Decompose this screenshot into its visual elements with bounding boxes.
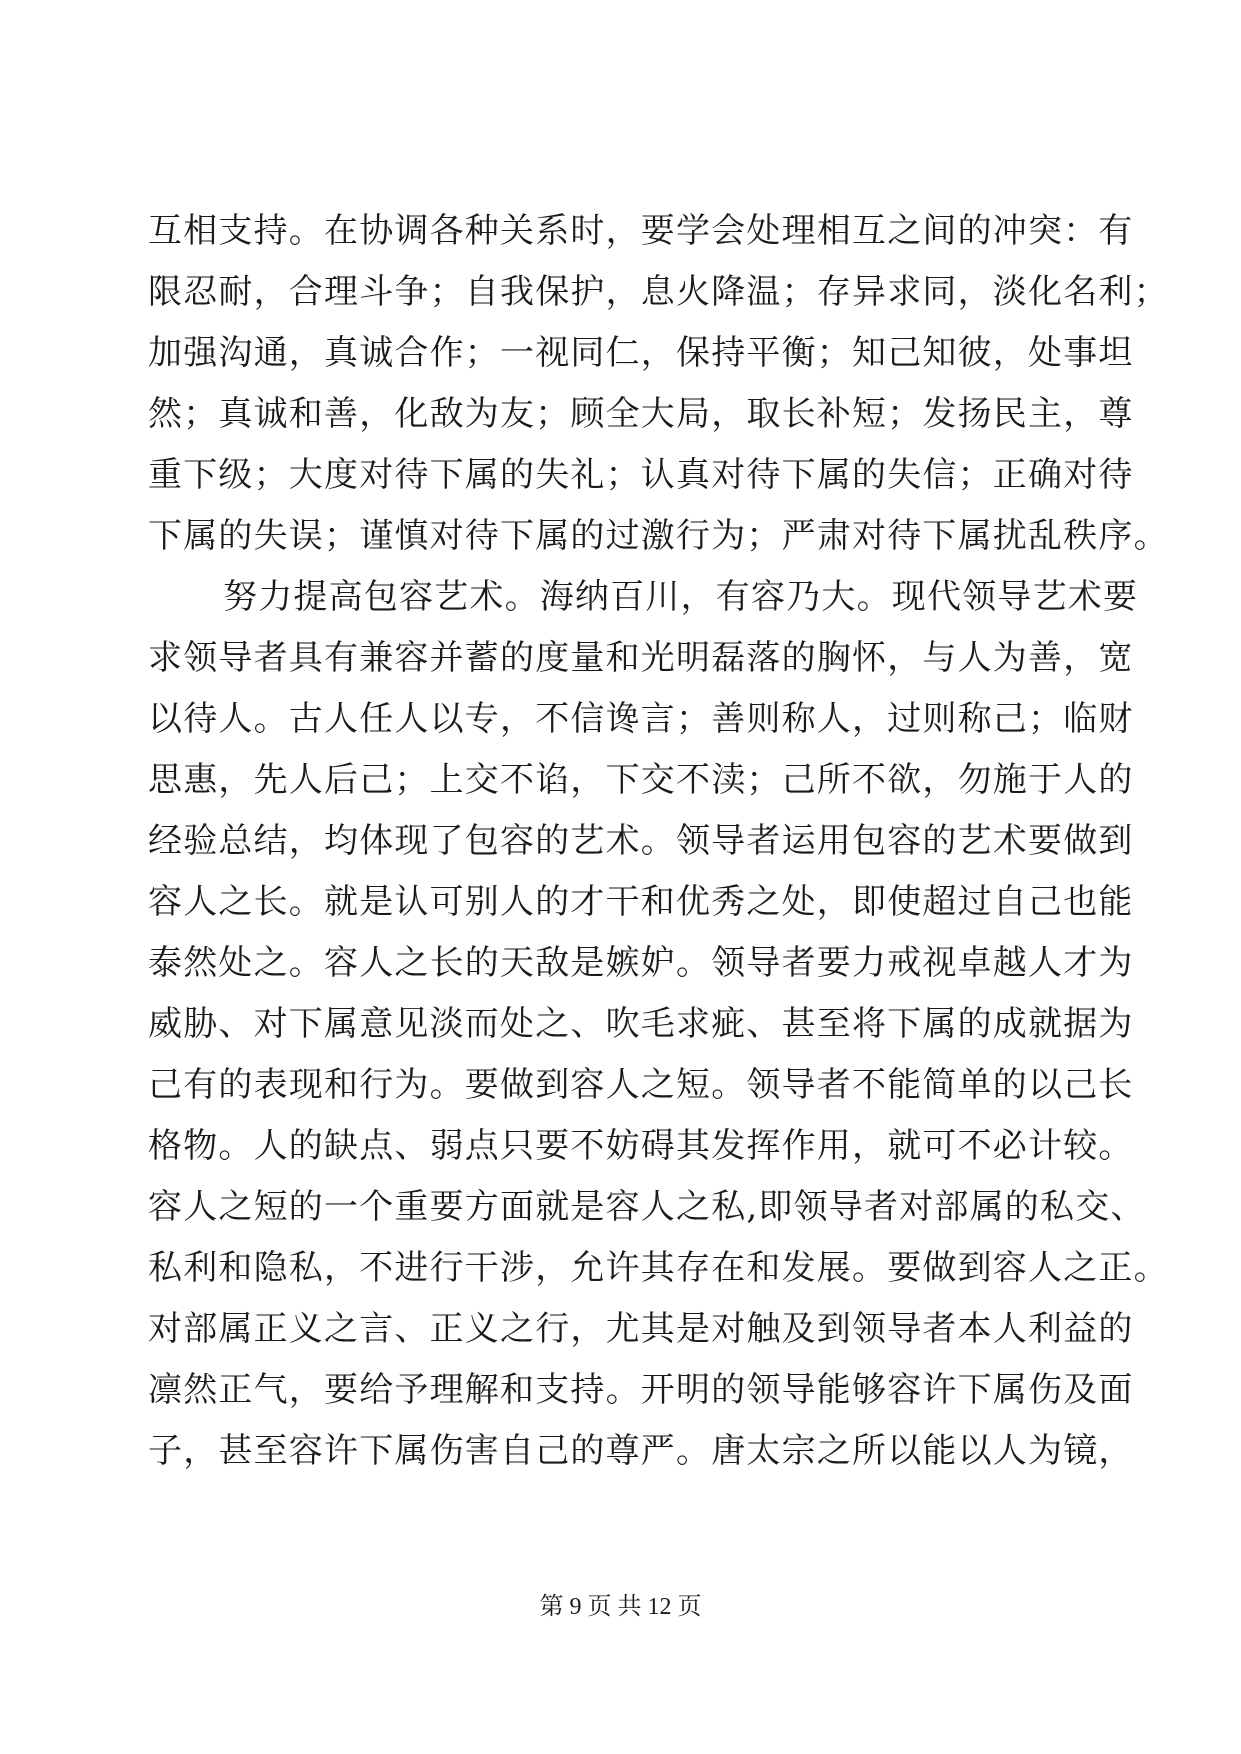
text-line: 以待人。古人任人以专，不信谗言；善则称人，过则称己；临财	[148, 699, 1134, 739]
text-line: 威胁、对下属意见淡而处之、吹毛求疵、甚至将下属的成就据为	[148, 1004, 1134, 1044]
text-line: 下属的失误；谨慎对待下属的过激行为；严肃对待下属扰乱秩序。	[148, 516, 1169, 556]
text-line: 加强沟通，真诚合作；一视同仁，保持平衡；知己知彼，处事坦	[148, 333, 1134, 373]
text-line: 子，甚至容许下属伤害自己的尊严。唐太宗之所以能以人为镜，	[148, 1431, 1134, 1471]
text-line: 经验总结，均体现了包容的艺术。领导者运用包容的艺术要做到	[148, 821, 1134, 861]
text-line: 己有的表现和行为。要做到容人之短。领导者不能简单的以己长	[148, 1065, 1134, 1105]
text-line: 限忍耐，合理斗争；自我保护，息火降温；存异求同，淡化名利；	[148, 272, 1169, 312]
text-line: 求领导者具有兼容并蓄的度量和光明磊落的胸怀，与人为善，宽	[148, 638, 1134, 678]
text-line: 容人之长。就是认可别人的才干和优秀之处，即使超过自己也能	[148, 882, 1134, 922]
text-line: 互相支持。在协调各种关系时，要学会处理相互之间的冲突：有	[148, 211, 1134, 251]
text-line: 凛然正气，要给予理解和支持。开明的领导能够容许下属伤及面	[148, 1370, 1134, 1410]
text-line: 思惠，先人后己；上交不谄，下交不渎；己所不欲，勿施于人的	[148, 760, 1134, 800]
paragraph-first-line: 努力提高包容艺术。海纳百川，有容乃大。现代领导艺术要	[223, 577, 1139, 617]
text-line: 然；真诚和善，化敌为友；顾全大局，取长补短；发扬民主，尊	[148, 394, 1134, 434]
text-line: 私利和隐私，不进行干涉，允许其存在和发展。要做到容人之正。	[148, 1248, 1169, 1288]
text-line: 格物。人的缺点、弱点只要不妨碍其发挥作用，就可不必计较。	[148, 1126, 1134, 1166]
text-line: 泰然处之。容人之长的天敌是嫉妒。领导者要力戒视卓越人才为	[148, 943, 1134, 983]
text-line: 容人之短的一个重要方面就是容人之私,即领导者对部属的私交、	[148, 1187, 1146, 1227]
page-number-footer: 第 9 页 共 12 页	[539, 1594, 702, 1620]
text-line: 对部属正义之言、正义之行，尤其是对触及到领导者本人利益的	[148, 1309, 1134, 1349]
text-line: 重下级；大度对待下属的失礼；认真对待下属的失信；正确对待	[148, 455, 1134, 495]
